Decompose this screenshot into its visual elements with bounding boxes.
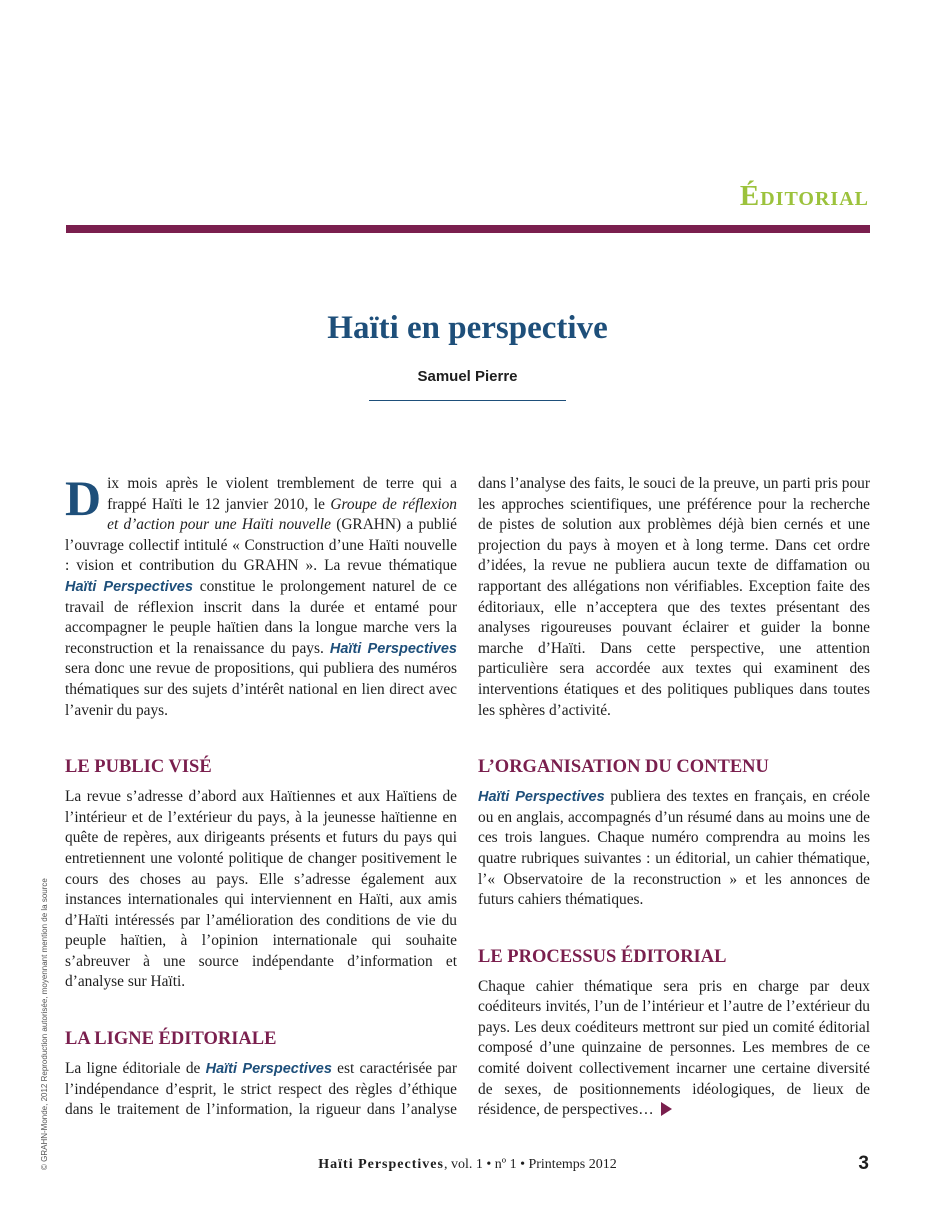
processus-paragraph [478, 977, 870, 1121]
copyright-notice: © GRAHN-Monde, 2012 Reproduction autorisée, moyennant mention de la source [40, 878, 49, 1170]
organisation-text: publiera des textes en français, en créole ou en anglais, accompagnés d’un résumé dans au moins une de ces trois langues. Chaque numéro comprendra au moins les quatre rubriques suivantes : un éditorial, un cahier thématique, l’« Observatoire de la reconstruction » et les annonces de futurs cahiers thématiques. [478, 788, 871, 909]
footer-journal: Haïti Perspectives [318, 1157, 444, 1172]
intro-text-1: ix mois après le violent tremblement de terre qui a frappé Haïti le 12 janvier 2010, le [107, 475, 457, 513]
processus-text: Chaque cahier thématique sera pris en charge par deux coéditeurs invités, l’un de l’intérieur et l’autre de l’extérieur du pays. Les deux coéditeurs mettront sur pied un comité éditorial composé d’une quinzaine de personnes. Les membres de ce comité doivent collectivement incarner une certaine diversité de sexes, de positionnements idéologiques, de lieux de résidence, de perspectives… [478, 977, 870, 1119]
ligne-text-1: La ligne éditoriale de [65, 1060, 206, 1078]
footer-issue: , vol. 1 • nº 1 • Printemps 2012 [443, 1157, 617, 1172]
author-divider [369, 400, 566, 401]
intro-text-2: (GRAHN) a publié l’ouvrage collectif intitulé « Construction d’une Haïti nouvelle : vision et contribution du GRAHN ». La revue thématique [65, 516, 457, 575]
article-title: Haïti en perspective [327, 310, 608, 346]
ligne-paragraph [65, 1059, 457, 1121]
group-name: Groupe de réflexion et d’action pour une Haïti nouvelle [107, 495, 457, 534]
brand-name: Haïti Perspectives [65, 578, 193, 595]
heading-organisation: L’ORGANISATION DU CONTENU [478, 757, 769, 778]
column-right [478, 474, 870, 1121]
ligne-continued: dans l’analyse des faits, le souci de la preuve, un parti pris pour les approches scientifiques, une préférence pour la recherche de pistes de solution aux problèmes déjà bien cernés et une projection du pays à moyen et à long terme. Dans cet ordre d’idées, la revue ne publiera aucun texte de diffamation ou rapportant des allégations non vérifiables. Exception faite des éditoriaux, elle n’acceptera que des textes présentant des analyses rigoureuses pouvant éclairer et guider la bonne marche d’Haïti. Dans cette perspective, une attention particulière sera accordée aux textes qui examinent des interventions étatiques et des politiques publiques dans toutes les sphères d’activité. [478, 475, 870, 719]
brand-name: Haïti Perspectives [205, 1061, 332, 1078]
brand-name: Haïti Perspectives [478, 789, 605, 806]
page-number: 3 [858, 1153, 869, 1174]
brand-name: Haïti Perspectives [329, 640, 457, 657]
article-author: Samuel Pierre [417, 368, 518, 385]
intro-text-4: sera donc une revue de propositions, qui publiera des numéros thématiques sur des sujets d’intérêt national en lien direct avec l’avenir du pays. [65, 660, 457, 719]
heading-processus: LE PROCESSUS ÉDITORIAL [478, 946, 727, 967]
intro-text-3: constitue le prolongement naturel de ce travail de réflexion inscrit dans la durée et entamé pour accompagner le peuple haïtien dans la longue marche vers la reconstruction et la renaissance du pays. [65, 577, 457, 657]
heading-ligne: LA LIGNE ÉDITORIALE [65, 1029, 277, 1050]
continue-arrow-icon [661, 1102, 672, 1116]
heading-public: LE PUBLIC VISÉ [65, 757, 212, 778]
intro-paragraph [65, 470, 457, 721]
organisation-paragraph [478, 787, 870, 911]
drop-cap: D [65, 470, 102, 526]
header-rule [66, 225, 870, 233]
page-footer [0, 1157, 935, 1173]
public-paragraph: La revue s’adresse d’abord aux Haïtiennes et aux Haïtiens de l’intérieur et de l’extérieur du pays, à la jeunesse haïtienne en quête de repères, aux dirigeants présents et futurs du pays qui entretiennent une volonté politique de changer positivement le cours des choses au pays. Elle s’adresse également aux instances internationales qui interviennent en Haïti, aux amis d’Haïti intéressés par l’amélioration des conditions de vie du peuple haïtien, à l’opinion internationale qui souhaite s’abreuver à une source indépendante d’information et d’analyse sur Haïti. [65, 788, 457, 991]
section-label: Éditorial [739, 180, 869, 212]
ligne-text-2: est caractérisée par l’indépendance d’esprit, le strict respect des règles d’éthique dans le traitement de l’information, la rigueur dans l’analyse [65, 1060, 457, 1119]
column-left [65, 470, 457, 1121]
